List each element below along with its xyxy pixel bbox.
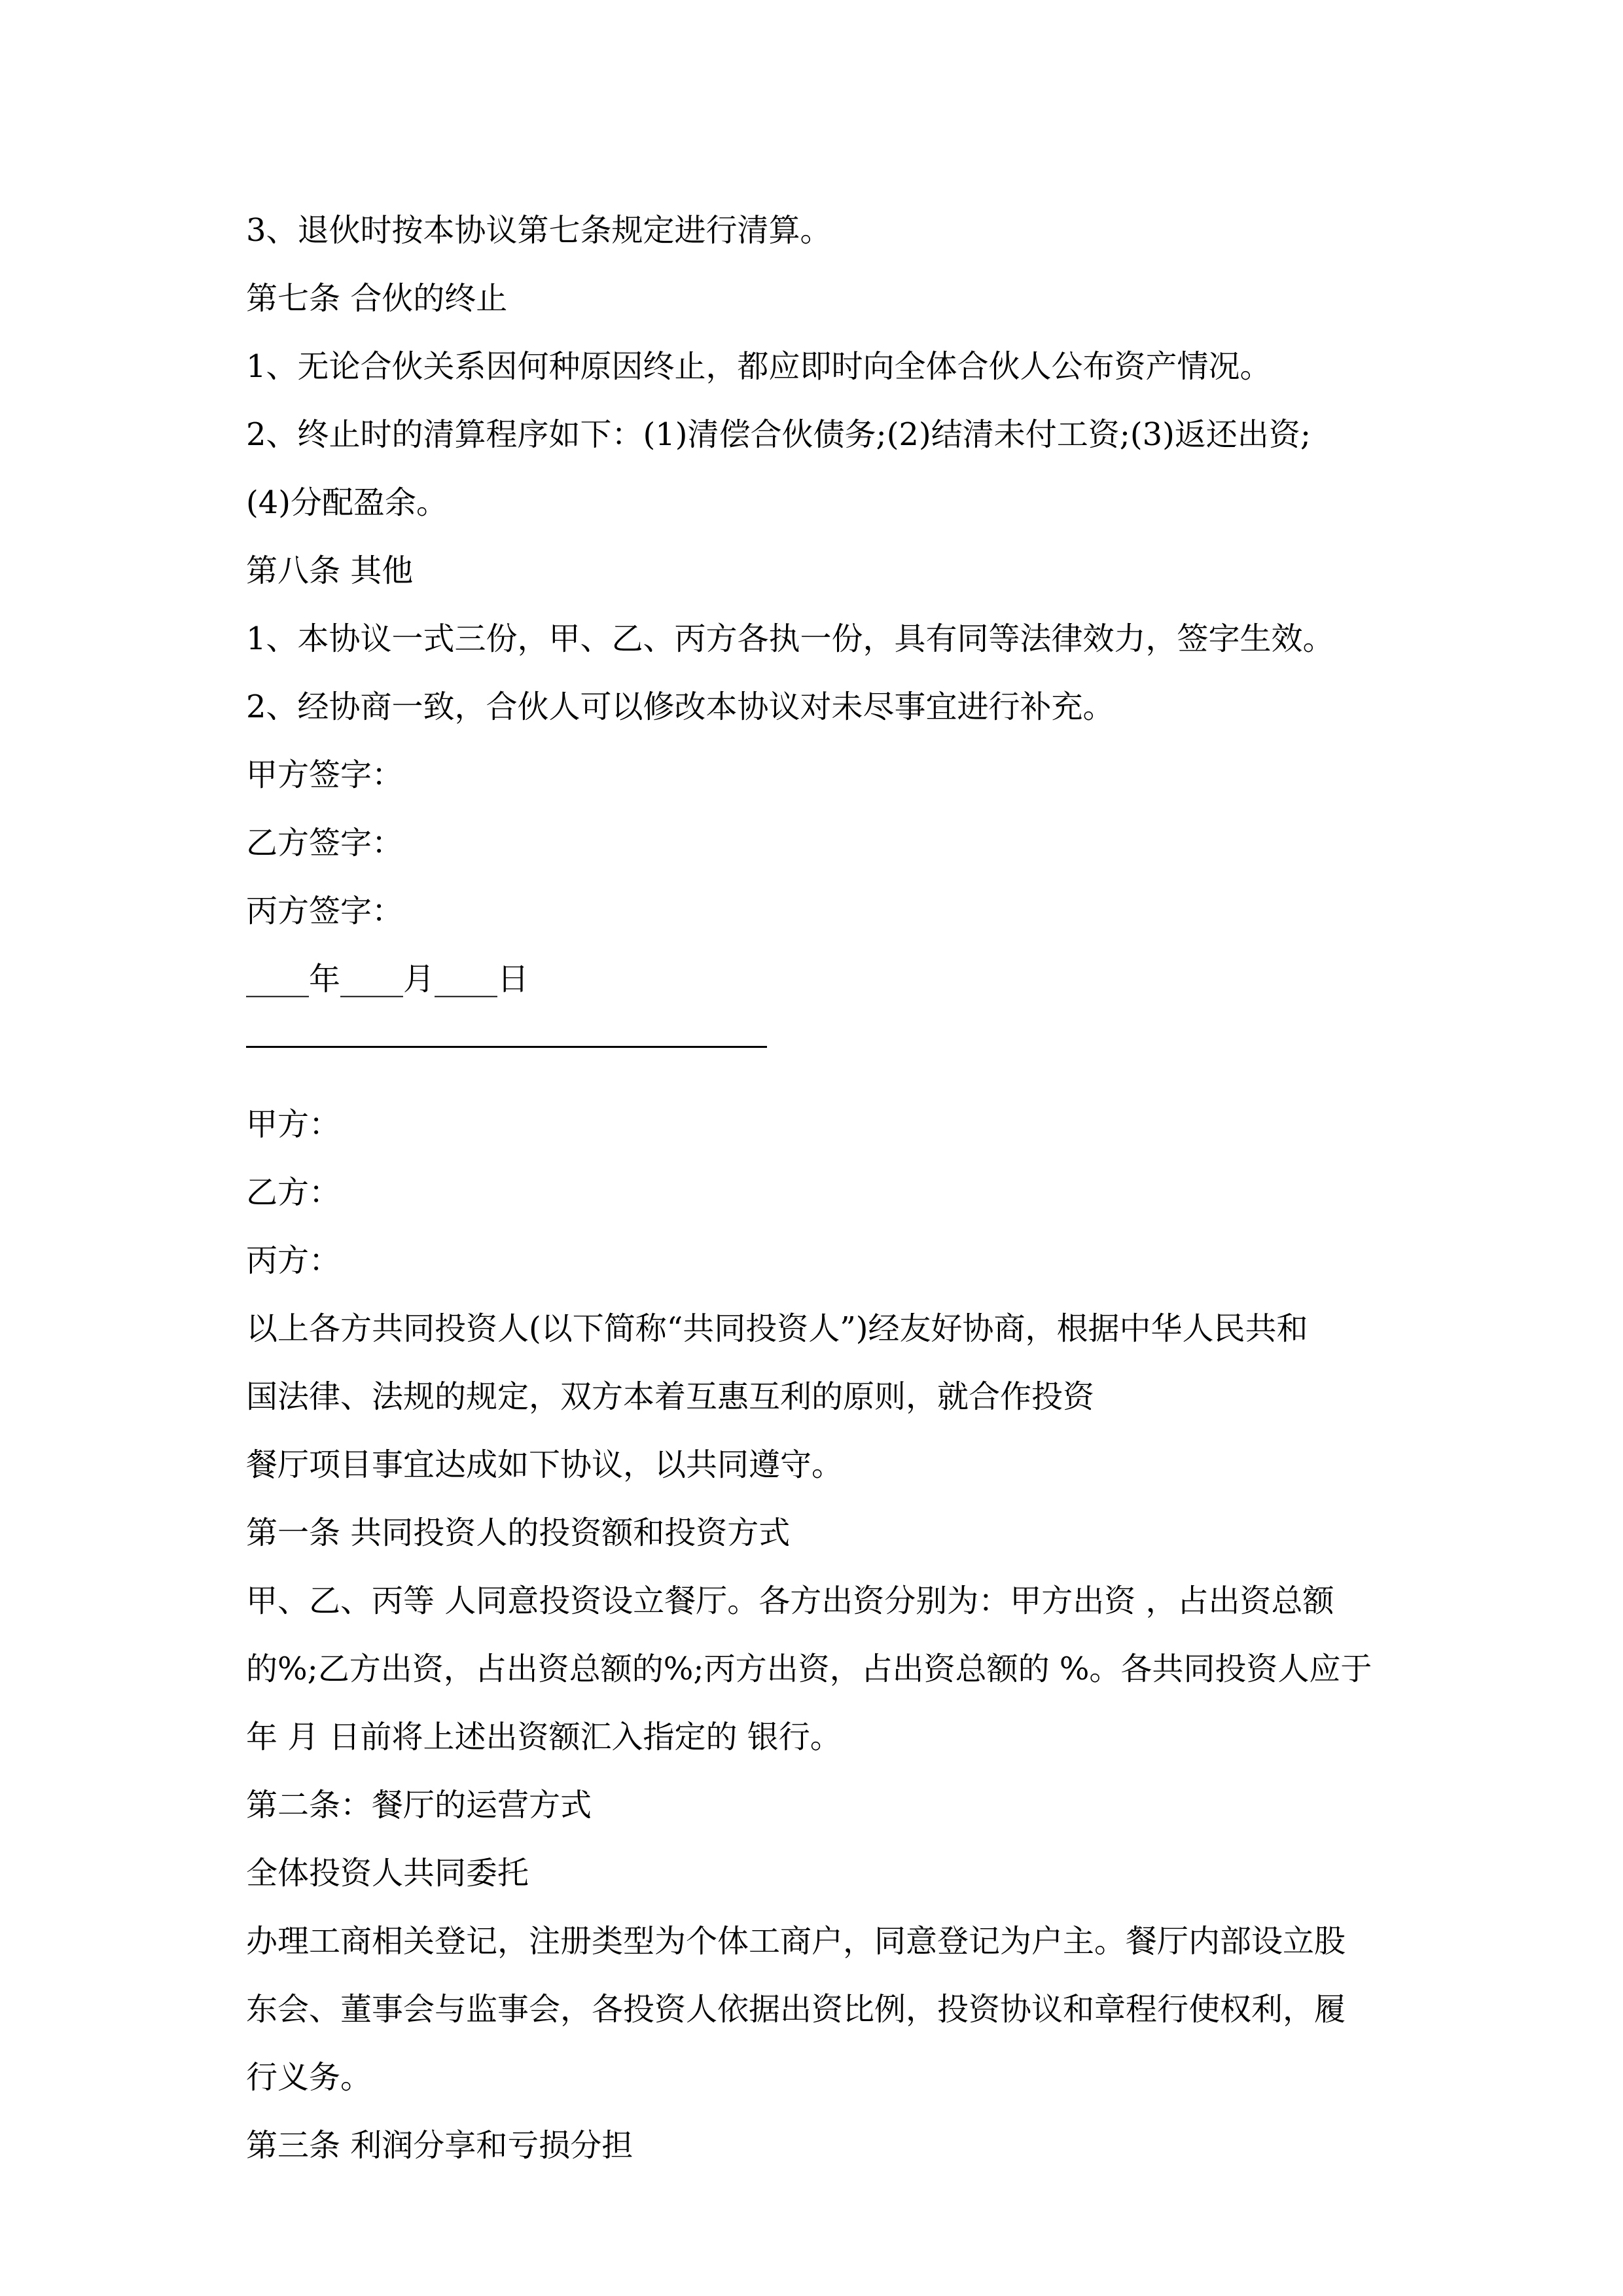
text-line: 甲、乙、丙等 人同意投资设立餐厅。各方出资分别为：甲方出资 ，占出资总额 <box>246 1583 1334 1619</box>
signature-line-party-c: 丙方签字： <box>246 893 404 929</box>
section-heading: 第二条：餐厅的运营方式 <box>246 1787 592 1823</box>
text-line: 2、经协商一致，合伙人可以修改本协议对未尽事宜进行补充。 <box>246 689 1115 725</box>
text-line: 东会、董事会与监事会，各投资人依据出资比例，投资协议和章程行使权利，履 <box>246 1991 1346 2028</box>
text-line: 餐厅项目事宜达成如下协议，以共同遵守。 <box>246 1446 844 1483</box>
signature-line-party-b: 乙方签字： <box>246 825 404 861</box>
party-a-label: 甲方： <box>246 1106 341 1143</box>
signature-line-party-a: 甲方签字： <box>246 757 404 793</box>
text-line: 全体投资人共同委托 <box>246 1855 529 1892</box>
text-line: 以上各方共同投资人(以下简称“共同投资人”)经友好协商，根据中华人民共和 <box>246 1310 1308 1347</box>
section-heading: 第一条 共同投资人的投资额和投资方式 <box>246 1515 791 1551</box>
date-line: ____年____月____日 <box>246 961 529 997</box>
text-line: 1、无论合伙关系因何种原因终止，都应即时向全体合伙人公布资产情况。 <box>246 348 1272 385</box>
spacer <box>246 1081 1398 1090</box>
section-heading: 第三条 利润分享和亏损分担 <box>246 2127 633 2164</box>
text-line: (4)分配盈余。 <box>246 484 448 521</box>
text-line: 办理工商相关登记，注册类型为个体工商户，同意登记为户主。餐厅内部设立股 <box>246 1923 1346 1960</box>
party-b-label: 乙方： <box>246 1174 341 1211</box>
party-c-label: 丙方： <box>246 1242 341 1279</box>
text-line: 1、本协议一式三份，甲、乙、丙方各执一份，具有同等法律效力，签字生效。 <box>246 620 1334 657</box>
document-page <box>246 196 1398 2179</box>
text-line: 3、退伙时按本协议第七条规定进行清算。 <box>246 212 832 249</box>
section-heading: 第八条 其他 <box>246 552 414 589</box>
text-line: 2、终止时的清算程序如下：(1)清偿合伙债务;(2)结清未付工资;(3)返还出资; <box>246 416 1311 453</box>
separator-rule <box>246 1013 1398 1081</box>
section-heading: 第七条 合伙的终止 <box>246 280 508 317</box>
text-line: 国法律、法规的规定，双方本着互惠互利的原则，就合作投资 <box>246 1378 1095 1415</box>
text-line: 行义务。 <box>246 2059 372 2096</box>
text-line: 的%;乙方出资，占出资总额的%;丙方出资，占出资总额的 %。各共同投资人应于 <box>246 1651 1372 1687</box>
text-line: 年 月 日前将上述出资额汇入指定的 银行。 <box>246 1719 842 1755</box>
